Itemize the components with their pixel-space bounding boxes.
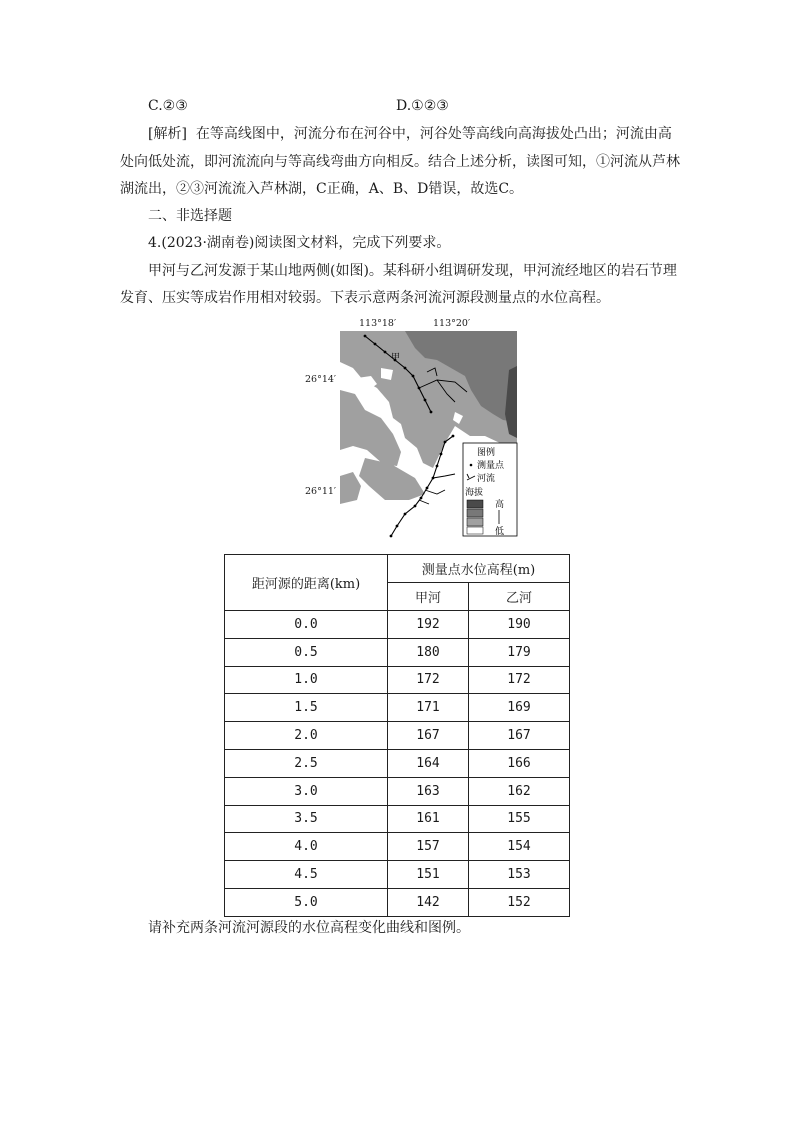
analysis-line-1 — [148, 124, 672, 144]
section-title: 二、非选择题 — [148, 208, 232, 224]
cell-jia: 192 — [388, 611, 469, 639]
analysis-line-2: 处向低处流，即河流流向与等高线弯曲方向相反。结合上述分析，读图可知，①河流从芦林 — [120, 154, 680, 170]
cell-jia: 142 — [388, 888, 469, 916]
cell-jia: 163 — [388, 777, 469, 805]
table-row — [225, 833, 570, 861]
lon-label-1: 113°18′ — [359, 318, 397, 329]
cell-distance: 0.5 — [225, 638, 388, 666]
cell-distance: 3.0 — [225, 777, 388, 805]
cell-distance: 4.5 — [225, 861, 388, 889]
cell-distance: 2.5 — [225, 749, 388, 777]
question-para-2: 发育、压实等成岩作用相对较弱。下表示意两条河流河源段测量点的水位高程。 — [120, 290, 610, 306]
table-row — [225, 749, 570, 777]
header-water-level: 测量点水位高程(m) — [388, 555, 570, 583]
cell-yi: 179 — [469, 638, 570, 666]
legend-swatch-low — [467, 518, 483, 526]
cell-jia: 161 — [388, 805, 469, 833]
cell-yi: 169 — [469, 694, 570, 722]
legend-swatch-high — [467, 500, 483, 508]
cell-yi: 155 — [469, 805, 570, 833]
cell-distance: 4.0 — [225, 833, 388, 861]
cell-jia: 180 — [388, 638, 469, 666]
cell-jia: 157 — [388, 833, 469, 861]
header-yi: 乙河 — [469, 583, 570, 611]
question-para-1: 甲河与乙河发源于某山地两侧(如图)。某科研小组调研发现，甲河流经地区的岩石节理 — [148, 263, 677, 279]
legend-high-label: 高 — [495, 500, 505, 510]
cell-distance: 0.0 — [225, 611, 388, 639]
cell-distance: 1.0 — [225, 666, 388, 694]
option-c: C.②③ — [148, 98, 188, 114]
table-row — [225, 638, 570, 666]
cell-distance: 5.0 — [225, 888, 388, 916]
map-canvas — [305, 318, 520, 540]
legend-title: 图例 — [477, 448, 496, 458]
cell-jia: 151 — [388, 861, 469, 889]
lat-label-1: 26°14′ — [305, 374, 337, 385]
header-jia: 甲河 — [388, 583, 469, 611]
analysis-tag: [解析] — [148, 126, 187, 142]
cell-yi: 190 — [469, 611, 570, 639]
legend-point-icon — [470, 464, 473, 467]
cell-jia: 167 — [388, 722, 469, 750]
cell-distance: 1.5 — [225, 694, 388, 722]
header-distance: 距河源的距离(km) — [225, 555, 388, 611]
table-row — [225, 805, 570, 833]
river-label-jia: 甲 — [391, 353, 401, 363]
cell-jia: 164 — [388, 749, 469, 777]
analysis-line-3: 湖流出，②③河流流入芦林湖，C正确，A、B、D错误，故选C。 — [120, 181, 524, 197]
cell-yi: 153 — [469, 861, 570, 889]
legend-swatch-base — [467, 527, 483, 534]
analysis-text-1: 在等高线图中，河流分布在河谷中，河谷处等高线向高海拔处凸出；河流由高 — [195, 126, 672, 142]
cell-yi: 166 — [469, 749, 570, 777]
table-row — [225, 861, 570, 889]
legend-low-label: 低 — [495, 527, 505, 537]
table-row — [225, 888, 570, 916]
legend-elev-label: 海拔 — [465, 488, 484, 498]
cell-yi: 172 — [469, 666, 570, 694]
question-title: 4.(2023·湖南卷)阅读图文材料，完成下列要求。 — [148, 235, 451, 251]
lon-label-2: 113°20′ — [433, 318, 471, 329]
legend-river-label: 河流 — [477, 474, 496, 484]
legend-point-label: 测量点 — [477, 461, 505, 471]
map-figure — [305, 318, 520, 540]
cell-distance: 3.5 — [225, 805, 388, 833]
cell-yi: 152 — [469, 888, 570, 916]
cell-jia: 171 — [388, 694, 469, 722]
table-row — [225, 722, 570, 750]
table-row — [225, 666, 570, 694]
water-level-table — [224, 554, 570, 917]
cell-distance: 2.0 — [225, 722, 388, 750]
cell-yi: 162 — [469, 777, 570, 805]
table-row — [225, 694, 570, 722]
question-prompt: 请补充两条河流河源段的水位高程变化曲线和图例。 — [148, 920, 470, 936]
legend-swatch-mid — [467, 509, 483, 517]
cell-jia: 172 — [388, 666, 469, 694]
table-row — [225, 611, 570, 639]
cell-yi: 167 — [469, 722, 570, 750]
lat-label-2: 26°11′ — [305, 486, 337, 497]
cell-yi: 154 — [469, 833, 570, 861]
table-row — [225, 777, 570, 805]
option-d: D.①②③ — [396, 98, 449, 114]
